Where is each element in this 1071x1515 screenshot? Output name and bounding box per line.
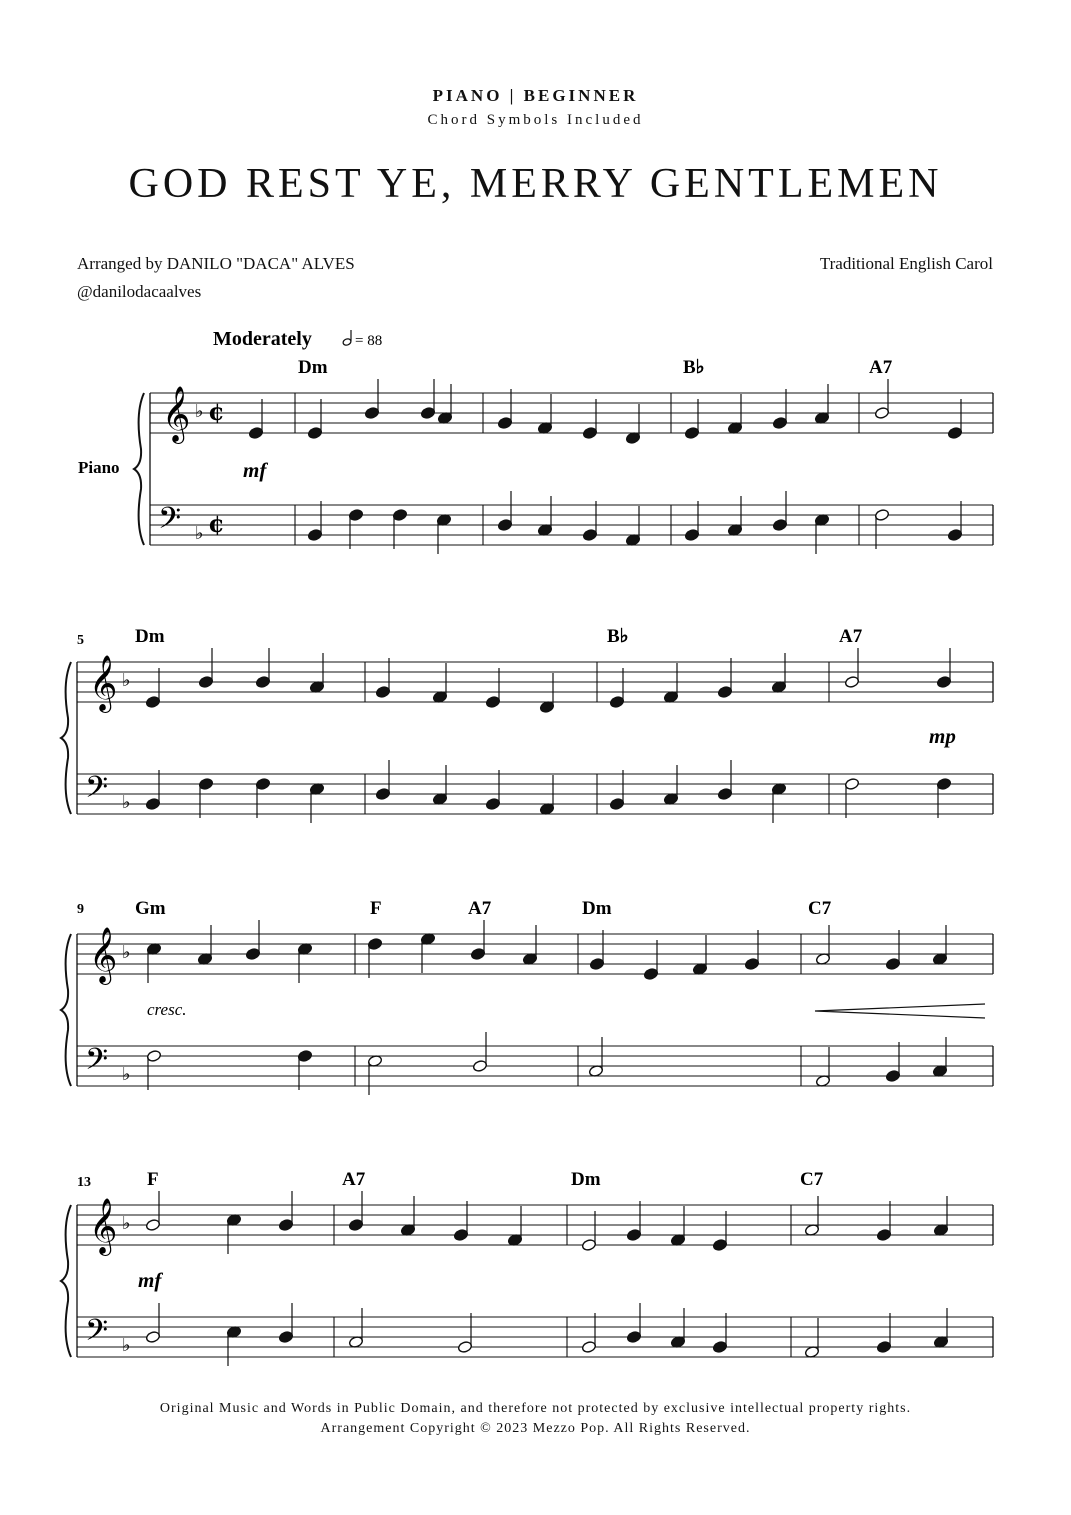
note-head	[885, 1069, 900, 1082]
note-head	[581, 1340, 596, 1353]
cresc-marking: cresc.	[147, 1000, 187, 1019]
note-head	[457, 1340, 472, 1353]
note-head	[485, 797, 500, 810]
note-head	[609, 695, 624, 708]
brace	[134, 393, 144, 545]
note-head	[297, 1049, 312, 1062]
note-head	[947, 426, 962, 439]
note-head	[626, 1330, 641, 1343]
note-head	[936, 675, 951, 688]
tempo-bpm: = 88	[355, 333, 383, 349]
note-head	[278, 1218, 293, 1231]
note-head	[420, 406, 435, 419]
note-head	[589, 957, 604, 970]
note-head	[198, 777, 213, 790]
note-head	[375, 787, 390, 800]
note-head	[582, 528, 597, 541]
flat-icon: ♭	[195, 401, 204, 422]
tempo-marking: Moderately	[213, 328, 312, 350]
note-head	[772, 416, 787, 429]
note-head	[844, 777, 859, 790]
chord-symbols-note: Chord Symbols Included	[427, 112, 644, 128]
flat-icon: ♭	[122, 1064, 131, 1085]
staff-system	[61, 898, 993, 1095]
note-head	[626, 1228, 641, 1241]
measure-number: 5	[77, 633, 84, 648]
dynamic-marking: mp	[929, 724, 956, 748]
treble-clef-icon: 𝄞	[162, 386, 191, 442]
note-head	[581, 1238, 596, 1251]
note-head	[684, 426, 699, 439]
note-head	[712, 1238, 727, 1251]
flat-icon: ♭	[195, 523, 204, 544]
note-head	[348, 1218, 363, 1231]
song-title: GOD REST YE, MERRY GENTLEMEN	[128, 161, 943, 207]
note-head	[367, 937, 382, 950]
instrument-label: Piano	[78, 458, 120, 477]
tempo-note-icon	[342, 330, 352, 346]
measure-number: 9	[77, 902, 84, 917]
note-head	[470, 947, 485, 960]
flat-icon: ♭	[122, 1213, 131, 1234]
note-head	[744, 957, 759, 970]
note-head	[772, 518, 787, 531]
treble-clef-icon: 𝄞	[89, 655, 118, 711]
note-head	[145, 797, 160, 810]
chord-symbol: C7	[808, 898, 832, 919]
note-head	[307, 426, 322, 439]
chord-symbol: A7	[468, 898, 492, 919]
note-head	[198, 675, 213, 688]
note-head	[255, 777, 270, 790]
chord-symbol: F	[370, 898, 382, 919]
note-head	[278, 1330, 293, 1343]
dynamic-marking: mf	[243, 458, 267, 482]
note-head	[248, 426, 263, 439]
staff-system	[61, 626, 993, 823]
note-head	[145, 1330, 160, 1343]
crescendo-hairpin	[815, 1004, 985, 1018]
note-head	[947, 528, 962, 541]
arrangement-copyright: Arrangement Copyright © 2023 Mezzo Pop. All Rights Reserved.	[320, 1421, 751, 1436]
note-head	[472, 1059, 487, 1072]
dynamic-marking: mf	[138, 1268, 162, 1292]
composer-credit: Traditional English Carol	[819, 254, 993, 273]
note-head	[876, 1340, 891, 1353]
note-head	[255, 675, 270, 688]
note-head	[145, 1218, 160, 1231]
flat-icon: ♭	[122, 792, 131, 813]
note-head	[453, 1228, 468, 1241]
note-head	[582, 426, 597, 439]
note-head	[364, 406, 379, 419]
copyright-notice: Original Music and Words in Public Domain, and therefore not protected by exclusive intellectual property rights.	[159, 1401, 912, 1416]
treble-clef-icon: 𝄞	[89, 927, 118, 983]
chord-symbol: B♭	[683, 357, 705, 378]
note-head	[936, 777, 951, 790]
arranger-handle: @danilodacaalves	[77, 282, 202, 301]
arranger-credit: Arranged by DANILO "DACA" ALVES	[77, 254, 355, 273]
note-head	[348, 508, 363, 521]
note-head	[712, 1340, 727, 1353]
note-head	[874, 406, 889, 419]
bass-clef-icon: 𝄢	[158, 502, 182, 543]
flat-icon: ♭	[122, 670, 131, 691]
measure-number: 13	[77, 1175, 91, 1190]
treble-clef-icon: 𝄞	[89, 1198, 118, 1254]
bass-clef-icon: 𝄢	[85, 1043, 109, 1084]
chord-symbol: Dm	[571, 1169, 601, 1190]
difficulty-level: PIANO | BEGINNER	[432, 86, 639, 105]
note-head	[874, 508, 889, 521]
note-head	[876, 1228, 891, 1241]
chord-symbol: Dm	[135, 626, 165, 647]
flat-icon: ♭	[122, 942, 131, 963]
note-head	[485, 695, 500, 708]
chord-symbol: A7	[869, 357, 893, 378]
note-head	[497, 518, 512, 531]
note-head	[844, 675, 859, 688]
note-head	[609, 797, 624, 810]
note-head	[146, 1049, 161, 1062]
bass-clef-icon: 𝄢	[85, 1314, 109, 1355]
brace	[61, 1205, 71, 1357]
chord-symbol: Dm	[582, 898, 612, 919]
flat-icon: ♭	[122, 1335, 131, 1356]
chord-symbol: A7	[839, 626, 863, 647]
note-head	[392, 508, 407, 521]
note-head	[885, 957, 900, 970]
staff-system	[61, 1169, 993, 1366]
brace	[61, 662, 71, 814]
cut-time-icon: ¢	[208, 397, 225, 426]
note-head	[375, 685, 390, 698]
brace	[61, 934, 71, 1086]
note-head	[643, 967, 658, 980]
note-head	[145, 695, 160, 708]
chord-symbol: Gm	[135, 898, 166, 919]
cut-time-icon: ¢	[208, 509, 225, 538]
chord-symbol: Dm	[298, 357, 328, 378]
note-head	[684, 528, 699, 541]
note-head	[497, 416, 512, 429]
note-head	[307, 528, 322, 541]
staff-system	[134, 357, 993, 554]
bass-clef-icon: 𝄢	[85, 771, 109, 812]
note-head	[245, 947, 260, 960]
note-head	[717, 685, 732, 698]
chord-symbol: F	[147, 1169, 159, 1190]
chord-symbol: B♭	[607, 626, 629, 647]
chord-symbol: A7	[342, 1169, 366, 1190]
note-head	[717, 787, 732, 800]
chord-symbol: C7	[800, 1169, 824, 1190]
